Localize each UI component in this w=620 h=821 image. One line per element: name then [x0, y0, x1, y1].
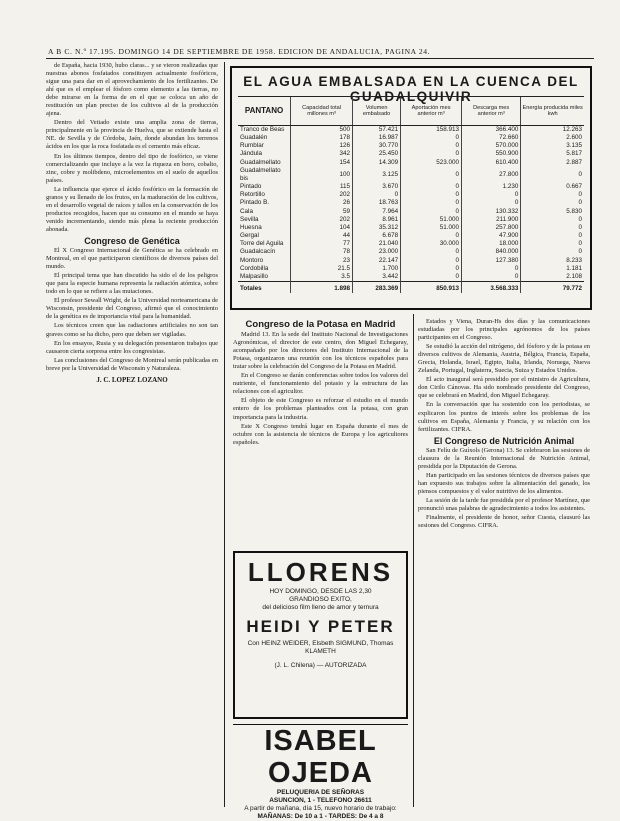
section-heading-genetica: Congreso de Genética — [84, 235, 180, 246]
table-cell: 366.400 — [461, 126, 520, 135]
left-paragraph: En los últimos tiempos, dentro del tipo de fosfórico, se viene comercializando que incluye a la vez la riqueza en boro, cobalto, zinc, cobre y molibdeno, microelementos en el suelo de aquellos países. — [46, 152, 218, 184]
table-cell: 500 — [291, 126, 353, 135]
table-total-cell: Totales — [238, 281, 291, 293]
table-row — [238, 216, 584, 224]
table-cell: 127.380 — [461, 257, 520, 265]
table-row — [238, 199, 584, 207]
table-cell: 2.108 — [521, 273, 584, 282]
table-cell: 0 — [401, 265, 462, 273]
table-cell: 5.817 — [521, 150, 584, 158]
table-cell: Retortillo — [240, 191, 265, 199]
ad-llorens-line: GRANDIOSO EXITO, — [289, 596, 352, 603]
table-cell: 21.5 — [291, 265, 353, 273]
table-cell: Pintado B. — [240, 199, 270, 207]
genetica-paragraph: El X Congreso Internacional de Genética se ha celebrado en Montreal, en el que participaron científicos de diversos países del mundo. — [46, 247, 218, 271]
table-row — [238, 248, 584, 256]
table-cell: Tranco de Beas — [240, 126, 285, 133]
table-cell: 0 — [521, 232, 584, 240]
table-cell: Guadalmellato bis — [240, 166, 281, 182]
table-cell: 3.135 — [521, 142, 584, 150]
table-cell: 16.987 — [353, 134, 401, 142]
table-cell: Montoro — [240, 256, 264, 264]
potasa-paragraph: En el Congreso se darán conferencias sobre todos los valores del nutriente, el funcionamiento del potasio y la estructura de las relaciones con el agricultor. — [233, 372, 408, 396]
table-row — [238, 150, 584, 158]
table-cell: Guadalmellato — [240, 158, 281, 166]
column-divider — [224, 62, 225, 807]
table-cell: 0 — [401, 273, 462, 282]
table-cell: Guadalcacín — [240, 248, 276, 256]
table-cell: 0 — [401, 167, 462, 183]
table-cell: 44 — [291, 232, 353, 240]
column-header: Volumen embalsado — [353, 97, 401, 126]
table-cell: 523.000 — [401, 159, 462, 167]
table-row — [238, 126, 584, 135]
column-header: Energía producida miles kwh — [521, 97, 584, 126]
table-cell: 5.830 — [521, 208, 584, 216]
table-cell: 27.800 — [461, 167, 520, 183]
table-cell: 0 — [521, 167, 584, 183]
table-cell: 18.000 — [461, 240, 520, 248]
table-cell: 14.309 — [353, 159, 401, 167]
table-row — [238, 167, 584, 183]
table-cell: 21.040 — [353, 240, 401, 248]
header-rule — [46, 58, 594, 59]
table-cell: Rumblar — [240, 142, 264, 150]
nutricion-paragraph: San Felíu de Guíxols (Gerona) 13. Se celebraron las sesiones de clausura de la Reunión Internacional de Nutrición Animal, presidida por la Diputación de Gerona. — [418, 446, 590, 470]
table-cell: Torre del Aguila — [240, 240, 284, 248]
table-cell: 59 — [291, 208, 353, 216]
table-cell: 72.660 — [461, 134, 520, 142]
table-cell: 3.442 — [353, 273, 401, 282]
left-column — [46, 62, 218, 807]
table-row — [238, 257, 584, 265]
table-cell: 130.332 — [461, 208, 520, 216]
ad-llorens-feature: HEIDI Y PETER — [246, 617, 395, 636]
table-cell: Pintado — [240, 183, 262, 191]
table-cell: 0.667 — [521, 183, 584, 191]
table-cell: 0 — [401, 199, 462, 207]
table-cell: 1.700 — [353, 265, 401, 273]
table-cell: 12.263 — [521, 126, 584, 135]
table-row — [238, 240, 584, 248]
table-total-cell: 3.568.333 — [461, 281, 520, 293]
genetica-paragraph: El profesor Sewall Wright, de la Universidad norteamericana de Wisconsin, presidente del Congreso, afirmó que el conocimiento de la genética es de importancia vital para la humanidad. — [46, 297, 218, 321]
llorens-cinema-ad — [233, 551, 408, 719]
table-cell: 0 — [401, 191, 462, 199]
table-cell: 23 — [291, 257, 353, 265]
genetica-paragraph: El principal tema que han discutido ha sido el de los peligros que para la especie humana representa la radiación atómica, sobre todo en lo que se refiere a las mutaciones. — [46, 272, 218, 296]
reservoir-table-box — [230, 66, 592, 310]
ad-isabel-line: A partir de mañana, día 15, nuevo horario de trabajo: — [244, 805, 397, 812]
table-cell: 78 — [291, 248, 353, 256]
table-row — [238, 224, 584, 232]
right-paragraph: Se estudió la acción del nitrógeno, del fósforo y de la potasa en diversos cultivos de Alemania, Austria, Bélgica, Francia, España, Grecia, Holanda, Israel, Egipto, Italia, Irlanda, Noruega, Nueva Zelanda, Portugal, Inglaterra, Suecia, Suiza y Estados Unidos. — [418, 343, 590, 375]
table-cell: 0 — [401, 232, 462, 240]
table-cell: 257.800 — [461, 224, 520, 232]
table-row — [238, 232, 584, 240]
left-paragraph: Dentro del Vetiado existe una amplia zona de tierras, principalmente en la provincia de Huelva, que se extiende hasta el NE. de Sevilla y de Córdoba, Jaén, donde abundan los terrenos ácidos en los que la roca fosfatada es el cemento más eficaz. — [46, 119, 218, 151]
table-row — [238, 265, 584, 273]
table-cell: Cala — [240, 207, 253, 215]
table-cell: 0 — [401, 142, 462, 150]
table-cell: 0 — [401, 134, 462, 142]
column-header: PANTANO — [238, 97, 291, 126]
table-cell: 0 — [521, 224, 584, 232]
genetica-paragraph: En los ensayos, Rusia y su delegación presentaron trabajos que causaron cierta sorpresa entre los congresistas. — [46, 339, 218, 355]
table-row — [238, 159, 584, 167]
table-cell: 6.678 — [353, 232, 401, 240]
potasa-paragraph: Este X Congreso tendrá lugar en España durante el mes de octubre con la asistencia de técnicos de Europa y los agricultores españoles. — [233, 422, 408, 446]
left-paragraph: La influencia que ejerce el ácido fosfórico en la formación de granos y su llenado de los frutos, en la maduración de los cultivos, en el desarrollo vegetal de raíces y tallos en la conservación de los productos recogidos, hacen que su consumo en el mundo se haya venido incrementando, siendo más plena la reciente producción abonada. — [46, 185, 218, 233]
table-cell: 0 — [521, 199, 584, 207]
table-row — [238, 273, 584, 282]
table-cell: 0 — [353, 191, 401, 199]
table-cell: 0 — [461, 273, 520, 282]
table-cell: 23.000 — [353, 248, 401, 256]
table-cell: 18.763 — [353, 199, 401, 207]
table-cell: 0 — [401, 208, 462, 216]
table-cell: 1.230 — [461, 183, 520, 191]
isabel-ojeda-ad — [233, 724, 408, 820]
table-cell: 610.400 — [461, 159, 520, 167]
table-cell: 0 — [521, 248, 584, 256]
table-cell: 26 — [291, 199, 353, 207]
table-cell: 7.964 — [353, 208, 401, 216]
column-header: Capacidad total millones m³ — [291, 97, 353, 126]
table-cell: 104 — [291, 224, 353, 232]
ad-llorens-line: del delicioso film lleno de amor y ternura — [262, 604, 379, 611]
column-divider — [413, 314, 414, 807]
table-cell: 30.770 — [353, 142, 401, 150]
table-total-row — [238, 281, 584, 293]
author-signature: J. C. LOPEZ LOZANO — [96, 375, 168, 384]
table-cell: Sevilla — [240, 215, 259, 223]
table-cell: Jándula — [240, 150, 263, 158]
potasa-paragraph: Madrid 13. En la sede del Instituto Nacional de Investigaciones Agronómicas, el director de este centro, don Miguel Echegaray, acompañado por los directores del Instituto Internacional de la Potasa, organizaron una reunión con los técnicos españoles para tratar sobre la celebración del Congreso de la Potasa en Madrid. — [233, 331, 408, 371]
ad-isabel-line: MAÑANAS: De 10 a 1 - TARDES: De 4 a 8 — [257, 813, 384, 820]
table-row — [238, 208, 584, 216]
ad-isabel-title: ISABEL OJEDA — [233, 724, 408, 789]
table-cell: 550.900 — [461, 150, 520, 158]
table-cell: 0 — [401, 257, 462, 265]
table-cell: 178 — [291, 134, 353, 142]
table-cell: 51.000 — [401, 216, 462, 224]
section-heading-nutricion: El Congreso de Nutrición Animal — [433, 435, 575, 446]
nutricion-paragraph: Han participado en las sesiones técnicos de diversos países que han expuesto sus trabajos sobre la alimentación del ganado, los piensos compuestos y el valor nutritivo de los alimentos. — [418, 471, 590, 495]
table-cell: 570.000 — [461, 142, 520, 150]
column-header: Descarga mes anterior m³ — [461, 97, 520, 126]
middle-column — [233, 318, 408, 546]
table-cell: 57.421 — [353, 126, 401, 135]
table-cell: 342 — [291, 150, 353, 158]
table-cell: 840.000 — [461, 248, 520, 256]
table-cell: 0 — [521, 191, 584, 199]
table-cell: 211.900 — [461, 216, 520, 224]
table-cell: 35.312 — [353, 224, 401, 232]
table-cell: 0 — [401, 183, 462, 191]
table-cell: 51.000 — [401, 224, 462, 232]
table-cell: Guadalén — [240, 134, 268, 142]
table-total-cell: 283.369 — [353, 281, 401, 293]
ad-isabel-line: PELUQUERIA DE SEÑORAS — [276, 789, 365, 796]
column-header: Aportación mes anterior m³ — [401, 97, 462, 126]
nutricion-paragraph: La sesión de la tarde fue presidida por el profesor Martínez, que pronunció unas palabras de agradecimiento a todos los asistentes. — [418, 496, 590, 513]
table-cell: 77 — [291, 240, 353, 248]
table-cell: 2.887 — [521, 159, 584, 167]
table-row — [238, 134, 584, 142]
table-cell: 30.000 — [401, 240, 462, 248]
table-cell: 22.147 — [353, 257, 401, 265]
ad-isabel-line: ASUNCION, 1 - TELEFONO 26611 — [269, 797, 372, 804]
table-title: EL AGUA EMBALSADA EN LA CUENCA DEL GUADALQUIVIR — [243, 74, 579, 104]
table-cell: 100 — [291, 167, 353, 183]
table-cell: 154 — [291, 159, 353, 167]
table-cell: 126 — [291, 142, 353, 150]
right-paragraph: En la conversación que ha sostenido con los periodistas, se explicaron los puntos de interés sobre los problemas de los cultivos en España, Alemania y Francia, y su relación con los fertilizantes. CIFRA. — [418, 401, 590, 433]
section-heading-potasa: Congreso de la Potasa en Madrid — [245, 319, 396, 330]
table-cell: 2.600 — [521, 134, 584, 142]
table-cell: 0 — [521, 216, 584, 224]
table-cell: 202 — [291, 216, 353, 224]
potasa-paragraph: El objeto de este Congreso es reforzar el estudio en el mundo entero de los problemas planteados con la potasa, con gran importancia para la industria. — [233, 397, 408, 421]
table-cell: 202 — [291, 191, 353, 199]
reservoir-table — [238, 96, 584, 293]
right-column — [418, 318, 590, 807]
table-cell: Gergal — [240, 232, 259, 240]
table-total-cell: 79.772 — [521, 281, 584, 293]
page-header: A B C. N.º 17.195. DOMINGO 14 DE SEPTIEMBRE DE 1958. EDICION DE ANDALUCIA, PAGINA 24. — [48, 47, 431, 56]
right-paragraph: El acto inaugural será presidido por el ministro de Agricultura, don Cirilo Cánovas. Ha sido nombrado presidente del Congreso, que se celebrará en Madrid, don Miguel Echegaray. — [418, 376, 590, 400]
ad-llorens-title: LLORENS — [247, 557, 394, 587]
table-cell: 115 — [291, 183, 353, 191]
table-row — [238, 183, 584, 191]
table-cell: 1.181 — [521, 265, 584, 273]
table-cell: 0 — [521, 240, 584, 248]
table-cell: 0 — [461, 199, 520, 207]
table-cell: 3.5 — [291, 273, 353, 282]
table-cell: 0 — [401, 150, 462, 158]
table-cell: 158.913 — [401, 126, 462, 135]
table-cell: 0 — [401, 248, 462, 256]
table-cell: 0 — [461, 265, 520, 273]
table-cell: 0 — [461, 191, 520, 199]
right-paragraph: Estados y Viena, Duran-Hs dos días y las comunicaciones estudiadas por los principales agrónomos de los países participantes en el Congreso. — [418, 318, 590, 342]
left-paragraph: de España, hacia 1930, hubo claras... y se vieron realizadas que nuestras abonos fosfatados constituyen actualmente fosfóricos, sigue una para dar en el aprovechamiento de los fertilizantes. De ahí que es el emplear el fósforo como elemento a las tierras, no debe mirarse en la forma de en el que se coloca un año de restitución un plan preciso de los cultivos al de la producción ajena. — [46, 62, 218, 118]
genetica-paragraph: Las conclusiones del Congreso de Montreal serán publicadas en breve por la Universidad de Wisconsin y Naturaleza. — [46, 356, 218, 372]
table-total-cell: 850.913 — [401, 281, 462, 293]
table-cell: Cordobilla — [240, 264, 269, 272]
nutricion-paragraph: Finalmente, el presidente de honor, señor Cuesta, clausuró las sesiones del Congreso. CIFRA. — [418, 514, 590, 530]
genetica-paragraph: Los técnicos creen que las radiaciones artificiales no son tan graves como se ha dicho, pero que deben ser vigiladas. — [46, 322, 218, 338]
ad-llorens-line: HOY DOMINGO, DESDE LAS 2,30 — [269, 588, 372, 595]
table-header-row — [238, 97, 584, 126]
table-body — [238, 126, 584, 294]
table-cell: 8.961 — [353, 216, 401, 224]
table-total-cell: 1.898 — [291, 281, 353, 293]
ad-llorens-cast: Con HEINZ WEIDER, Elsbeth SIGMUND, Thomas KLAMETH — [247, 640, 394, 655]
table-cell: 8.233 — [521, 257, 584, 265]
ad-llorens-footer: (J. L. Chilena) — AUTORIZADA — [274, 662, 367, 669]
table-cell: 25.450 — [353, 150, 401, 158]
table-cell: 47.900 — [461, 232, 520, 240]
table-row — [238, 142, 584, 150]
table-cell: 3.125 — [353, 167, 401, 183]
table-row — [238, 191, 584, 199]
table-cell: Malpasillo — [240, 272, 268, 280]
table-cell: 3.670 — [353, 183, 401, 191]
table-cell: Huesna — [240, 223, 262, 231]
